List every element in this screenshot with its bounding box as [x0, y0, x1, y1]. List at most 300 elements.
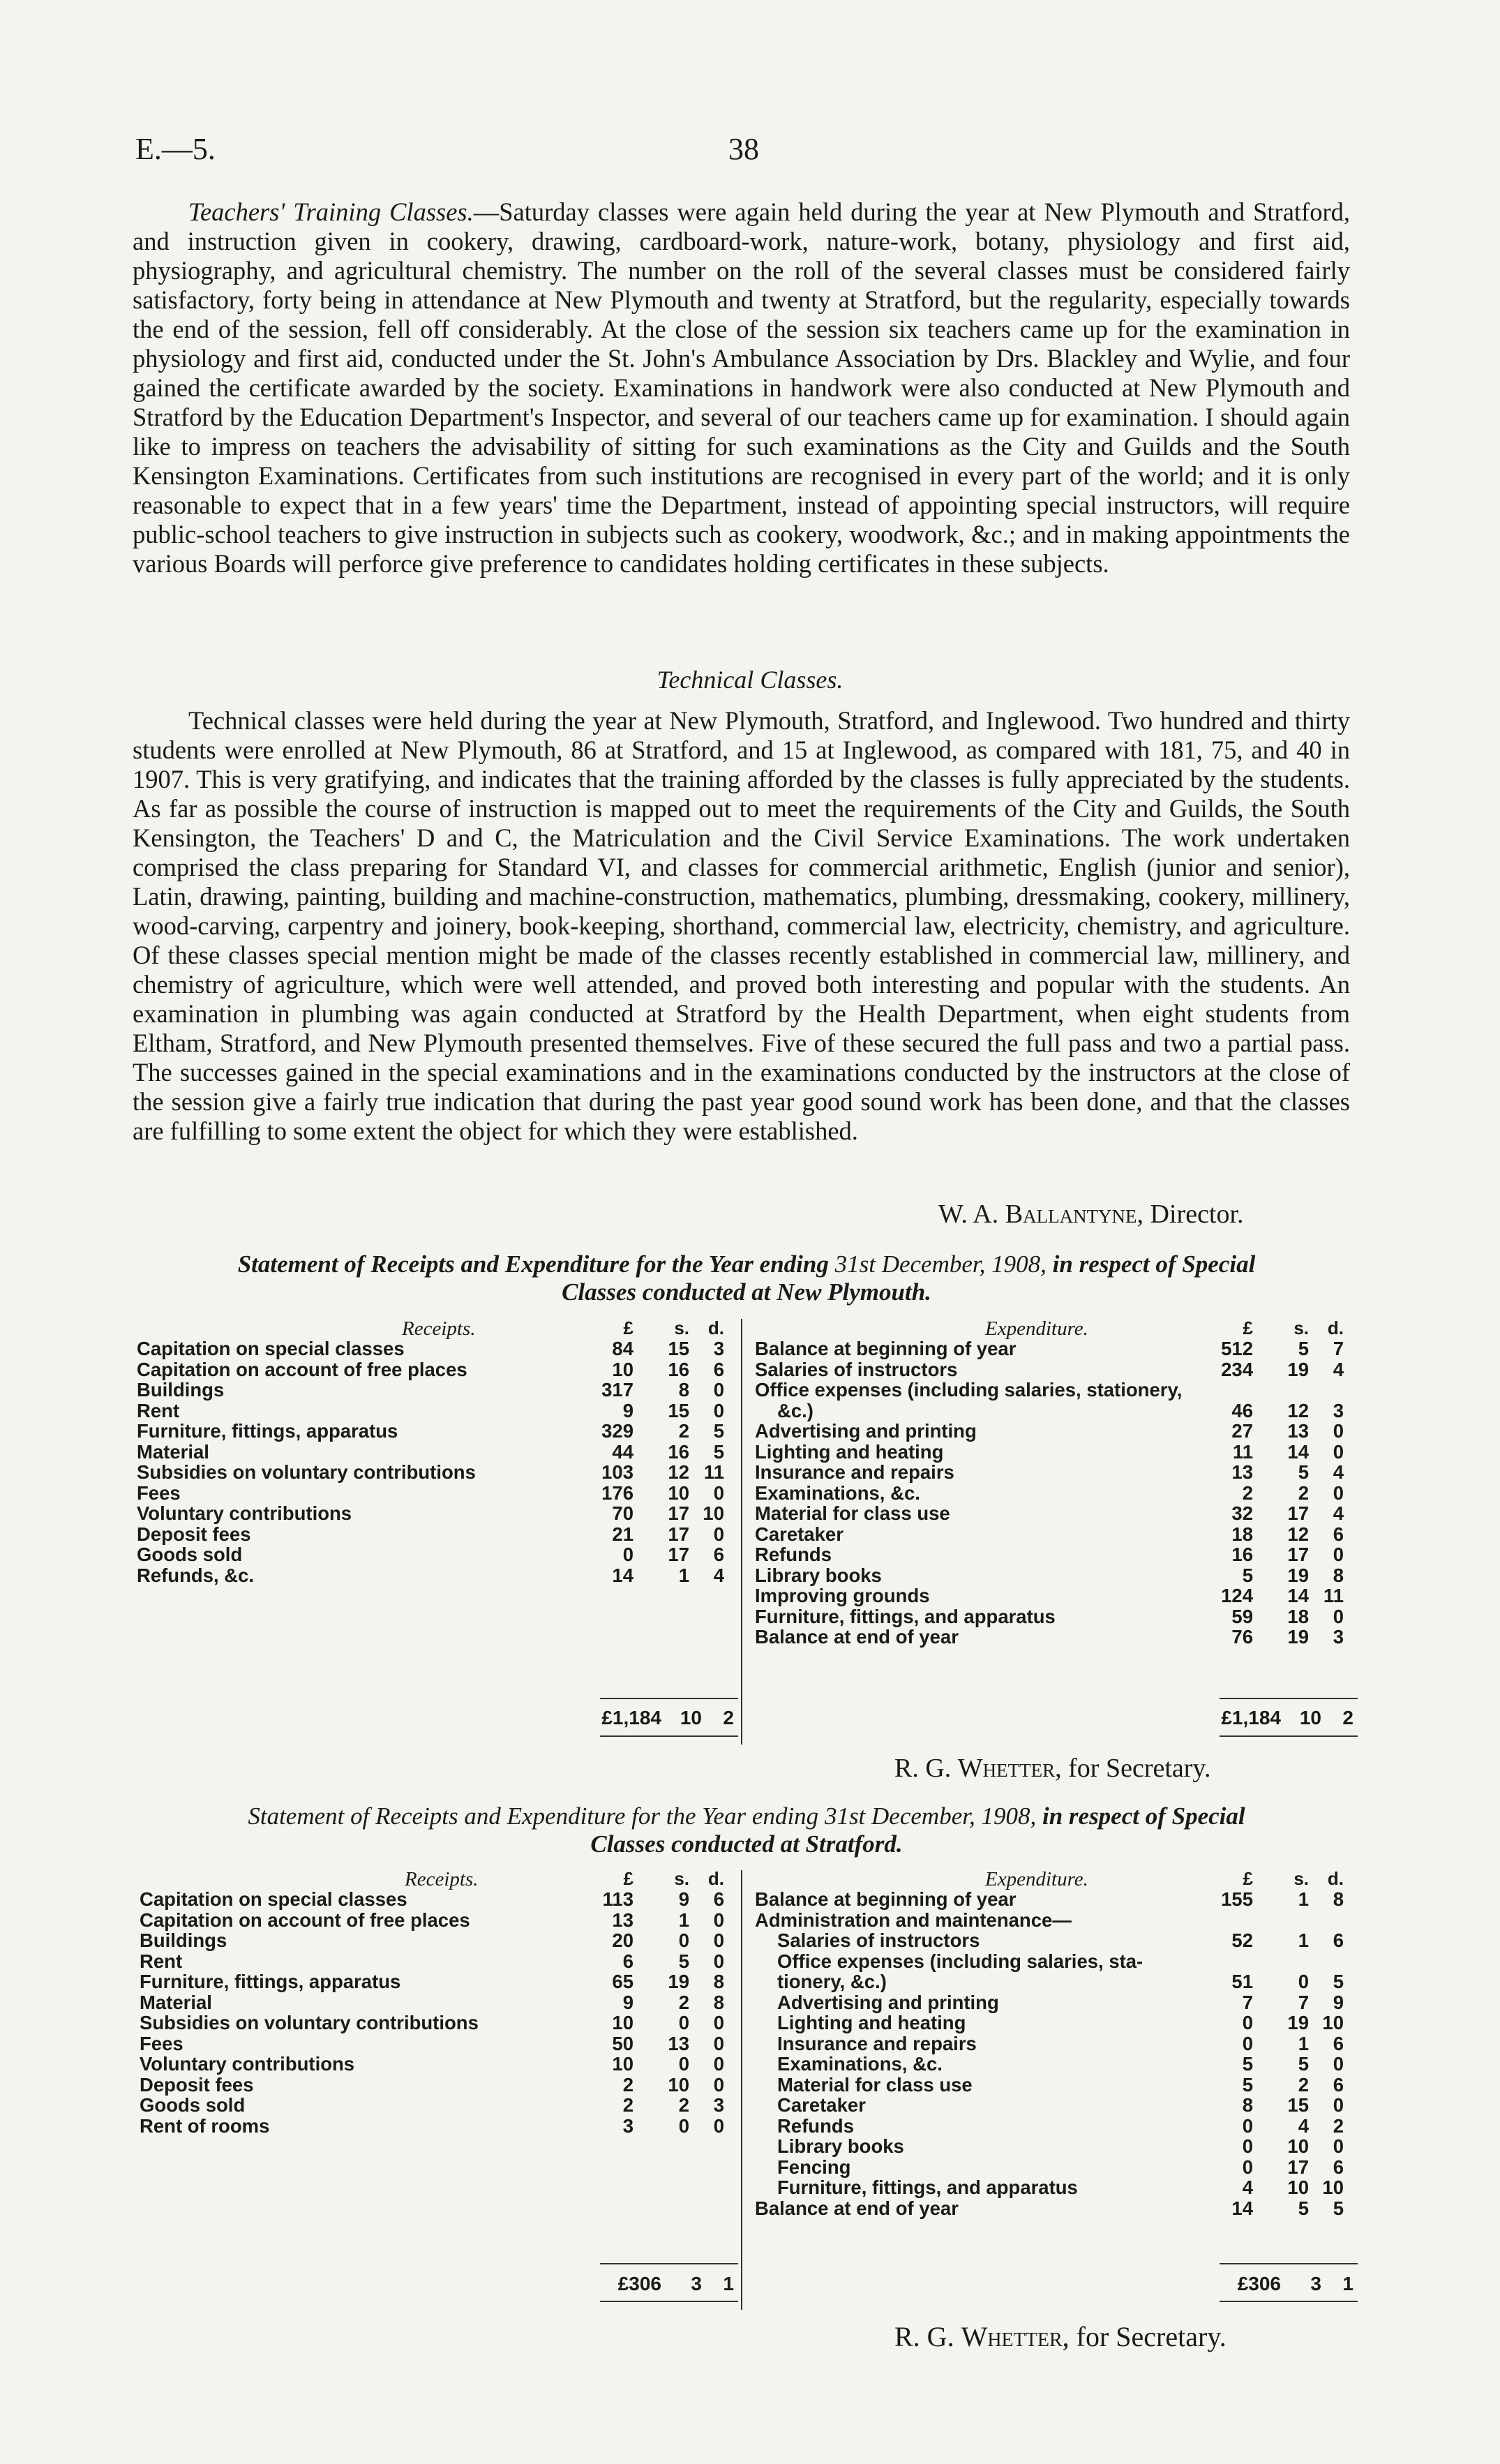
amount-pounds: 46	[1231, 1399, 1253, 1421]
row-label: Capitation on special classes	[137, 1338, 405, 1359]
expenditure-row	[755, 1910, 1358, 1931]
amount-pounds: 113	[602, 1888, 633, 1910]
receipts-heading: Receipts.	[402, 1317, 476, 1340]
expenditure-row	[755, 2198, 1358, 2219]
row-label: Subsidies on voluntary contributions	[137, 1461, 476, 1483]
amount-pounds: 4	[1242, 2176, 1253, 2198]
amount-pence: 0	[1333, 2094, 1344, 2116]
amount-shillings: 10	[668, 1481, 689, 1504]
amount-pounds: 0	[1242, 2156, 1253, 2178]
amount-pounds: 5	[1242, 2073, 1253, 2096]
amount-pence: 10	[1322, 2012, 1344, 2033]
expenditure-row	[755, 1401, 1358, 1421]
currency-heading: s.	[674, 1317, 689, 1338]
receipt-row	[137, 1503, 738, 1524]
total-rule	[600, 2301, 738, 2302]
amount-shillings: 17	[668, 1523, 689, 1545]
amount-pounds: 76	[1231, 1626, 1253, 1648]
row-label: Caretaker	[777, 2094, 866, 2116]
stratford-expenditure-total: £306 3 1	[1237, 2273, 1353, 2294]
amount-pounds: 329	[601, 1420, 633, 1442]
amount-shillings: 2	[678, 1991, 689, 2013]
amount-pence: 0	[1333, 1481, 1344, 1504]
amount-shillings: 17	[1287, 1502, 1309, 1524]
expenditure-column-heading	[755, 1317, 1358, 1338]
row-label: Advertising and printing	[755, 1420, 977, 1442]
teachers-training-text: —Saturday classes were again held during the year at New Plymouth and Stratford, and instruction given in cookery, drawing, cardboard-work, nature-work, botany, physiology and first aid, physiography, and agricultural chemistry. The number on the roll of the several classes must be considered fairly satisfactory, forty being in attendance at New Plymouth and twenty at Stratford, but the regularity, especially towards the end of the session, fell off considerably. At the close of the session six teachers came up for the examination in physiology and first aid, conducted under the St. John's Ambulance Association by Drs. Blackley and Wylie, and four gained the certificate awarded by the society. Examinations in handwork were also conducted at New Plymouth and Stratford by the Education Department's Inspector, and several of our teachers came up for examination. I should again like to impress on teachers the advisability of sitting for such examinations as the City and Guilds and the South Kensington Examinations. Certificates from such institutions are recognised in every part of the world; and it is only reasonable to expect that in a few years' time the Department, instead of appointing special instructors, will require public-school teachers to give instruction in subjects such as cookery, woodwork, &c.; and in making appointments the various Boards will perforce give preference to candidates holding certificates in these subjects.	[133, 197, 1350, 578]
amount-pounds: 512	[1221, 1338, 1253, 1359]
row-label: Rent	[137, 1399, 180, 1421]
amount-pounds: 0	[1242, 2114, 1253, 2137]
receipts-column-heading	[140, 1868, 738, 1889]
amount-pounds: 70	[612, 1502, 633, 1524]
currency-heading: d.	[1327, 1317, 1344, 1338]
amount-pounds: 5	[1242, 2053, 1253, 2075]
expenditure-row	[755, 2033, 1358, 2054]
amount-pence: 3	[713, 2094, 724, 2116]
row-label: Buildings	[137, 1379, 225, 1401]
amount-shillings: 17	[668, 1502, 689, 1524]
amount-shillings: 13	[668, 2032, 689, 2054]
amount-shillings: 12	[668, 1461, 689, 1483]
row-label: Capitation on account of free places	[140, 1909, 470, 1931]
amount-shillings: 0	[678, 2114, 689, 2137]
expenditure-row	[755, 2157, 1358, 2178]
amount-pence: 8	[713, 1991, 724, 2013]
amount-pence: 11	[703, 1461, 724, 1483]
receipts-heading: Receipts.	[405, 1868, 479, 1890]
amount-pence: 5	[1333, 2197, 1344, 2219]
expenditure-row	[755, 2095, 1358, 2116]
amount-pounds: 317	[601, 1379, 633, 1401]
report-code: E.—5.	[135, 132, 216, 166]
amount-pounds: 10	[612, 2053, 633, 2075]
amount-pounds: 2	[622, 2073, 633, 2096]
amount-pence: 0	[713, 1929, 724, 1951]
teachers-training-run-in: Teachers' Training Classes.	[188, 197, 474, 226]
currency-heading: £	[623, 1317, 633, 1338]
row-label: Library books	[755, 1564, 882, 1586]
expenditure-row	[755, 2075, 1358, 2096]
stratford-receipts-total: £306 3 1	[617, 2273, 734, 2294]
receipt-row	[137, 1338, 738, 1359]
amount-pence: 6	[713, 1358, 724, 1380]
row-label: Rent of rooms	[140, 2114, 270, 2137]
row-label: Balance at end of year	[755, 2197, 959, 2219]
amount-pence: 0	[713, 2032, 724, 2054]
amount-pence: 2	[1333, 2114, 1344, 2137]
expenditure-row	[755, 1503, 1358, 1524]
total-rule	[1220, 1735, 1358, 1737]
row-label: Material for class use	[755, 1502, 950, 1524]
amount-shillings: 0	[1298, 1971, 1309, 1992]
amount-shillings: 8	[678, 1379, 689, 1401]
row-label: Fees	[137, 1481, 181, 1504]
row-label: Buildings	[140, 1929, 227, 1951]
amount-pounds: 13	[1231, 1461, 1253, 1483]
amount-pence: 8	[713, 1971, 724, 1992]
total-rule	[1220, 2301, 1358, 2302]
receipt-row	[140, 2116, 738, 2137]
amount-pence: 5	[1333, 1971, 1344, 1992]
amount-shillings: 7	[1298, 1991, 1309, 2013]
amount-pounds: 50	[612, 2032, 633, 2054]
row-label: Furniture, fittings, apparatus	[140, 1971, 401, 1992]
amount-pence: 6	[1333, 2073, 1344, 2096]
new-plymouth-expenditure-table	[755, 1317, 1358, 1648]
new-plymouth-expenditure-total: £1,184 10 2	[1221, 1707, 1353, 1728]
expenditure-row	[755, 1483, 1358, 1504]
amount-shillings: 19	[1287, 2012, 1309, 2033]
amount-pounds: 65	[612, 1971, 633, 1992]
amount-shillings: 5	[678, 1950, 689, 1972]
amount-pence: 3	[1333, 1626, 1344, 1648]
row-label: Library books	[777, 2135, 904, 2157]
amount-pence: 0	[713, 1481, 724, 1504]
receipt-row	[140, 1889, 738, 1910]
row-label: Goods sold	[137, 1544, 243, 1565]
row-label: Lighting and heating	[755, 1440, 944, 1463]
amount-pounds: 10	[612, 2012, 633, 2033]
amount-pence: 6	[1333, 2156, 1344, 2178]
amount-pounds: 16	[1231, 1544, 1253, 1565]
row-label: Lighting and heating	[777, 2012, 966, 2033]
amount-shillings: 5	[1298, 2053, 1309, 2075]
amount-shillings: 16	[668, 1358, 689, 1380]
receipt-row	[137, 1462, 738, 1483]
amount-pounds: 21	[612, 1523, 633, 1545]
amount-pence: 0	[713, 1523, 724, 1545]
expenditure-heading: Expenditure.	[985, 1317, 1088, 1340]
expenditure-row	[755, 1971, 1358, 1992]
amount-pence: 6	[1333, 1523, 1344, 1545]
amount-pence: 0	[1333, 1544, 1344, 1565]
row-label: Fees	[140, 2032, 183, 2054]
row-label: Capitation on account of free places	[137, 1358, 467, 1380]
amount-shillings: 16	[668, 1440, 689, 1463]
row-label: Examinations, &c.	[755, 1481, 920, 1504]
row-label: Deposit fees	[140, 2073, 254, 2096]
expenditure-row	[755, 1606, 1358, 1627]
expenditure-row	[755, 1889, 1358, 1910]
receipt-row	[137, 1421, 738, 1442]
amount-pence: 0	[713, 1399, 724, 1421]
amount-shillings: 14	[1287, 1440, 1309, 1463]
secretary-signature: R. G. Whetter, for Secretary.	[894, 2321, 1227, 2352]
amount-pounds: 27	[1231, 1420, 1253, 1442]
amount-pounds: 103	[601, 1461, 633, 1483]
expenditure-row	[755, 1442, 1358, 1463]
row-label: Material for class use	[777, 2073, 973, 2096]
receipt-row	[140, 1910, 738, 1931]
receipt-row	[140, 2033, 738, 2054]
amount-pence: 4	[1333, 1502, 1344, 1524]
receipt-row	[137, 1359, 738, 1380]
technical-classes-heading: Technical Classes.	[657, 666, 843, 694]
row-label: Furniture, fittings, and apparatus	[777, 2176, 1078, 2198]
amount-shillings: 15	[1287, 2094, 1309, 2116]
receipt-row	[137, 1401, 738, 1421]
receipt-row	[140, 1930, 738, 1951]
expenditure-row	[755, 2177, 1358, 2198]
amount-shillings: 17	[1287, 2156, 1309, 2178]
receipt-row	[140, 2095, 738, 2116]
receipts-column-heading	[137, 1317, 738, 1338]
expenditure-row	[755, 2054, 1358, 2075]
expenditure-row	[755, 1524, 1358, 1545]
total-rule	[600, 2263, 738, 2264]
amount-pence: 6	[1333, 2032, 1344, 2054]
amount-shillings: 9	[678, 1888, 689, 1910]
expenditure-row	[755, 2136, 1358, 2157]
receipt-row	[140, 1951, 738, 1972]
row-label: Balance at beginning of year	[755, 1888, 1017, 1910]
currency-heading: s.	[1293, 1317, 1309, 1338]
currency-heading: £	[1243, 1868, 1253, 1889]
amount-pounds: 234	[1221, 1358, 1253, 1380]
amount-shillings: 4	[1298, 2114, 1309, 2137]
expenditure-row	[755, 2116, 1358, 2137]
amount-pence: 0	[1333, 1420, 1344, 1442]
expenditure-row	[755, 1951, 1358, 1972]
row-label: Refunds	[777, 2114, 854, 2137]
technical-classes-paragraph: Technical classes were held during the year at New Plymouth, Stratford, and Inglewood. Two hundred and thirty students were enrolled at New Plymouth, 86 at Stratford, and 15 at Inglewood, as compared with 181, 75, and 40 in 1907. This is very gratifying, and indicates that the training afforded by the classes is fully appreciated by the students. As far as possible the course of instruction is mapped out to meet the requirements of the City and Guilds, the South Kensington, the Teachers' D and C, the Matriculation and the Civil Service Examinations. The work undertaken comprised the class preparing for Standard VI, and classes for commercial arithmetic, English (junior and senior), Latin, drawing, painting, building and machine-construction, mathematics, plumbing, dressmaking, cookery, millinery, wood-carving, carpentry and joinery, book-keeping, shorthand, commercial law, electricity, chemistry, and agriculture. Of these classes special mention might be made of the classes recently established in commercial law, millinery, and chemistry of agriculture, which were well attended, and proved both interesting and popular with the students. An examination in plumbing was again conducted at Stratford by the Health Department, when eight students from Eltham, Stratford, and New Plymouth presented themselves. Five of these secured the full pass and two a partial pass. The successes gained in the special examinations and in the examinations conducted by the instructors at the close of the session give a fairly true indication that during the past year good sound work has been done, and that the classes are fulfilling to some extent the object for which they were established.	[133, 706, 1350, 1145]
amount-shillings: 0	[678, 2012, 689, 2033]
amount-pence: 0	[713, 1950, 724, 1972]
amount-shillings: 2	[678, 1420, 689, 1442]
amount-pence: 0	[1333, 2135, 1344, 2157]
statement-new-plymouth-title: Statement of Receipts and Expenditure for the Year ending 31st December, 1908, in respect of Special Classes conducted at New Plymouth.	[237, 1250, 1256, 1306]
amount-shillings: 5	[1298, 2197, 1309, 2219]
receipt-row	[140, 2075, 738, 2096]
expenditure-row	[755, 1421, 1358, 1442]
amount-pence: 4	[1333, 1461, 1344, 1483]
row-label: Capitation on special classes	[140, 1888, 407, 1910]
amount-shillings: 0	[678, 2053, 689, 2075]
receipt-row	[140, 1971, 738, 1992]
amount-shillings: 1	[678, 1564, 689, 1586]
amount-pounds: 20	[612, 1929, 633, 1951]
amount-shillings: 19	[668, 1971, 689, 1992]
row-label: Salaries of instructors	[755, 1358, 958, 1380]
expenditure-row	[755, 1544, 1358, 1565]
page-number: 38	[728, 132, 759, 166]
receipt-row	[137, 1565, 738, 1586]
row-label: Refunds, &c.	[137, 1564, 255, 1586]
row-label: &c.)	[777, 1399, 813, 1421]
amount-pounds: 84	[612, 1338, 633, 1359]
receipt-row	[137, 1483, 738, 1504]
amount-pence: 9	[1333, 1991, 1344, 2013]
row-label: Voluntary contributions	[140, 2053, 355, 2075]
amount-pence: 0	[1333, 2053, 1344, 2075]
row-label: Refunds	[755, 1544, 832, 1565]
receipt-row	[140, 1992, 738, 2013]
amount-pounds: 9	[622, 1991, 633, 2013]
amount-shillings: 1	[1298, 1929, 1309, 1951]
amount-pence: 0	[713, 2012, 724, 2033]
total-rule	[1220, 2263, 1358, 2264]
expenditure-row	[755, 1380, 1358, 1401]
amount-pounds: 0	[1242, 2012, 1253, 2033]
column-divider	[741, 1870, 742, 2310]
amount-pounds: 52	[1231, 1929, 1253, 1951]
row-label: Goods sold	[140, 2094, 246, 2116]
expenditure-row	[755, 1359, 1358, 1380]
amount-pence: 5	[713, 1440, 724, 1463]
row-label: Office expenses (including salaries, sta-	[777, 1950, 1143, 1972]
amount-pence: 0	[713, 1909, 724, 1931]
currency-heading: s.	[1293, 1868, 1309, 1889]
row-label: Office expenses (including salaries, stationery,	[755, 1379, 1183, 1401]
secretary-signature: R. G. Whetter, for Secretary.	[894, 1754, 1211, 1783]
currency-heading: d.	[707, 1317, 724, 1338]
amount-pounds: 8	[1242, 2094, 1253, 2116]
amount-pounds: 44	[612, 1440, 633, 1463]
row-label: Improving grounds	[755, 1585, 930, 1606]
amount-pounds: 18	[1231, 1523, 1253, 1545]
amount-shillings: 10	[1287, 2135, 1309, 2157]
teachers-training-paragraph	[133, 197, 1350, 578]
amount-shillings: 17	[1287, 1544, 1309, 1565]
row-label: Examinations, &c.	[777, 2053, 943, 2075]
amount-shillings: 19	[1287, 1626, 1309, 1648]
amount-pence: 6	[1333, 1929, 1344, 1951]
receipt-row	[140, 2054, 738, 2075]
row-label: Voluntary contributions	[137, 1502, 352, 1524]
row-label: Deposit fees	[137, 1523, 251, 1545]
amount-shillings: 5	[1298, 1338, 1309, 1359]
column-divider	[741, 1319, 742, 1745]
amount-pence: 0	[713, 2073, 724, 2096]
amount-shillings: 1	[1298, 1888, 1309, 1910]
expenditure-row	[755, 1992, 1358, 2013]
amount-pounds: 2	[622, 2094, 633, 2116]
new-plymouth-receipts-total: £1,184 10 2	[601, 1707, 734, 1728]
amount-pounds: 7	[1242, 1991, 1253, 2013]
amount-pence: 6	[713, 1888, 724, 1910]
expenditure-column-heading	[755, 1868, 1358, 1889]
currency-heading: d.	[1327, 1868, 1344, 1889]
amount-pence: 3	[713, 1338, 724, 1359]
expenditure-row	[755, 1565, 1358, 1586]
amount-pounds: 10	[612, 1358, 633, 1380]
amount-shillings: 10	[1287, 2176, 1309, 2198]
amount-shillings: 14	[1287, 1585, 1309, 1606]
amount-shillings: 1	[678, 1909, 689, 1931]
new-plymouth-receipts-table	[137, 1317, 738, 1585]
amount-pence: 0	[1333, 1440, 1344, 1463]
amount-pence: 7	[1333, 1338, 1344, 1359]
row-label: Material	[140, 1991, 212, 2013]
amount-pounds: 59	[1231, 1605, 1253, 1627]
amount-pounds: 13	[612, 1909, 633, 1931]
amount-pence: 11	[1323, 1585, 1344, 1606]
amount-pounds: 0	[622, 1544, 633, 1565]
amount-shillings: 15	[668, 1338, 689, 1359]
expenditure-row	[755, 1585, 1358, 1606]
row-label: Furniture, fittings, apparatus	[137, 1420, 398, 1442]
amount-pounds: 176	[601, 1481, 633, 1504]
amount-shillings: 0	[678, 1929, 689, 1951]
amount-shillings: 17	[668, 1544, 689, 1565]
amount-shillings: 2	[1298, 2073, 1309, 2096]
amount-shillings: 5	[1298, 1461, 1309, 1483]
statement-stratford-title: Statement of Receipts and Expenditure for the Year ending 31st December, 1908, in respect of Special Classes conducted at Stratford.	[248, 1802, 1245, 1858]
row-label: Material	[137, 1440, 209, 1463]
receipt-row	[137, 1380, 738, 1401]
amount-pounds: 0	[1242, 2032, 1253, 2054]
amount-pounds: 9	[622, 1399, 633, 1421]
row-label: Furniture, fittings, and apparatus	[755, 1605, 1056, 1627]
amount-pounds: 14	[1231, 2197, 1253, 2219]
amount-pence: 0	[713, 1379, 724, 1401]
currency-heading: £	[623, 1868, 633, 1889]
expenditure-row	[755, 2013, 1358, 2033]
amount-pence: 0	[1333, 1605, 1344, 1627]
amount-pounds: 0	[1242, 2135, 1253, 2157]
row-label: Insurance and repairs	[777, 2032, 977, 2054]
amount-shillings: 13	[1287, 1420, 1309, 1442]
amount-pence: 10	[1322, 2176, 1344, 2198]
amount-shillings: 2	[1298, 1481, 1309, 1504]
row-label: Advertising and printing	[777, 1991, 999, 2013]
amount-pence: 8	[1333, 1564, 1344, 1586]
currency-heading: £	[1243, 1317, 1253, 1338]
amount-pounds: 3	[622, 2114, 633, 2137]
amount-shillings: 12	[1287, 1523, 1309, 1545]
row-label: Salaries of instructors	[777, 1929, 980, 1951]
row-label: Caretaker	[755, 1523, 843, 1545]
amount-pence: 4	[713, 1564, 724, 1586]
amount-shillings: 2	[678, 2094, 689, 2116]
amount-pounds: 2	[1242, 1481, 1253, 1504]
amount-pence: 0	[713, 2114, 724, 2137]
currency-heading: d.	[707, 1868, 724, 1889]
amount-pence: 10	[703, 1502, 724, 1524]
receipt-row	[137, 1442, 738, 1463]
row-label: Insurance and repairs	[755, 1461, 954, 1483]
total-rule	[600, 1698, 738, 1699]
amount-shillings: 19	[1287, 1564, 1309, 1586]
amount-shillings: 10	[668, 2073, 689, 2096]
amount-shillings: 12	[1287, 1399, 1309, 1421]
row-label: Balance at end of year	[755, 1626, 959, 1648]
expenditure-row	[755, 1930, 1358, 1951]
expenditure-heading: Expenditure.	[985, 1868, 1088, 1890]
stratford-receipts-table	[140, 1868, 738, 2136]
amount-shillings: 19	[1287, 1358, 1309, 1380]
expenditure-row	[755, 1462, 1358, 1483]
amount-pounds: 51	[1231, 1971, 1253, 1992]
expenditure-row	[755, 1627, 1358, 1648]
amount-pounds: 11	[1232, 1440, 1253, 1463]
receipt-row	[137, 1544, 738, 1565]
amount-shillings: 1	[1298, 2032, 1309, 2054]
expenditure-row	[755, 1338, 1358, 1359]
amount-shillings: 18	[1287, 1605, 1309, 1627]
amount-pence: 4	[1333, 1358, 1344, 1380]
currency-heading: s.	[674, 1868, 689, 1889]
row-label: Administration and maintenance—	[755, 1909, 1072, 1931]
amount-pounds: 6	[622, 1950, 633, 1972]
amount-pounds: 155	[1221, 1888, 1253, 1910]
stratford-expenditure-table	[755, 1868, 1358, 2218]
amount-pence: 5	[713, 1420, 724, 1442]
director-signature: W. A. Ballantyne, Director.	[938, 1200, 1244, 1229]
amount-pence: 0	[713, 2053, 724, 2075]
amount-pence: 6	[713, 1544, 724, 1565]
